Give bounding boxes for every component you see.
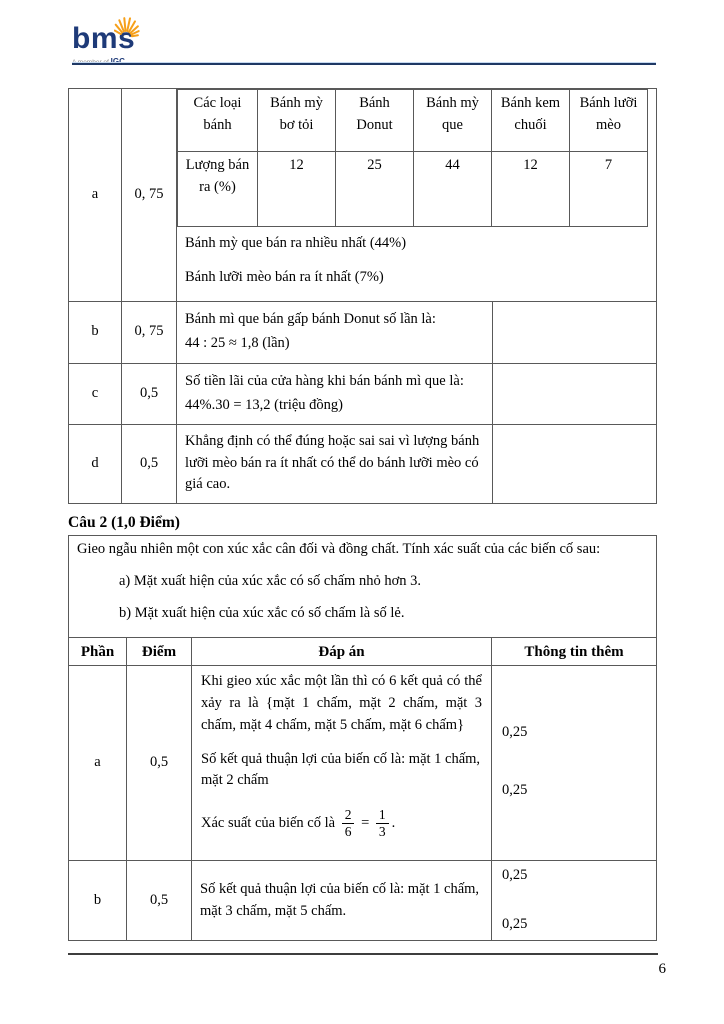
bread-value-cell: 25 [336, 152, 414, 227]
answer-line: Bánh mì que bán gấp bánh Donut số lần là: [185, 311, 436, 328]
bread-sales-table [177, 89, 648, 227]
column-header-extra: Thông tin thêm [492, 638, 657, 666]
part-cell: b [69, 861, 127, 941]
mark-value: 0,25 [502, 782, 528, 798]
answer-paragraph: Số kết quả thuận lợi của biến cố là: mặt 1 chấm, mặt 2 chấm [201, 750, 481, 789]
bread-value-cell: 7 [570, 152, 648, 227]
mark-value: 0,25 [502, 867, 528, 884]
answer-cell-c [177, 363, 493, 424]
table-row [69, 861, 657, 941]
extra-info-cell [493, 301, 657, 363]
points-cell: 0,5 [127, 666, 192, 861]
fraction-2-6: $\frac{2}{6}$ [342, 808, 355, 839]
equals-sign: = [361, 815, 370, 831]
bread-value-cell: 44 [414, 152, 492, 227]
answer-cell-d [177, 424, 493, 503]
bread-header-cell: Bánh lưỡi mèo [570, 90, 648, 152]
table-header-row [69, 638, 657, 666]
bread-header-cell: Bánh kem chuối [492, 90, 570, 152]
page-number: 6 [658, 961, 666, 977]
note-line: Bánh mỳ que bán ra nhiều nhất (44%) [185, 235, 407, 251]
column-header-part: Phần [69, 638, 127, 666]
part-cell: b [69, 301, 122, 363]
marks-list [492, 666, 656, 802]
points-cell: 0,5 [122, 363, 177, 424]
probability-text: Xác suất của biến cố là [201, 815, 336, 831]
answer-cell-b [177, 301, 493, 363]
question2-heading: Câu 2 (1,0 Điểm) [68, 514, 180, 531]
header-rule [72, 62, 656, 65]
answer-line: Số tiền lãi của cửa hàng khi bán bánh mì que là: [185, 372, 464, 389]
answer-paragraph: Số kết quả thuận lợi của biến cố là: mặt 1 chấm, mặt 3 chấm, mặt 5 chấm. [200, 881, 480, 919]
note-line: Bánh lưỡi mèo bán ra ít nhất (7%) [185, 268, 384, 285]
question-item-a: a) Mặt xuất hiện của xúc xắc có số chấm nhỏ hơn 3. [119, 572, 422, 589]
marks-list [492, 861, 656, 935]
answer-notes [177, 227, 656, 289]
bread-header-cell: Bánh mỳ que [414, 90, 492, 152]
question2-table [68, 535, 657, 941]
points-cell: 0, 75 [122, 89, 177, 302]
table-row [69, 89, 657, 302]
question-item-b: b) Mặt xuất hiện của xúc xắc có số chấm là số lẻ. [119, 604, 405, 621]
answer-formula: 44%.30 = 13,2 (triệu đồng) [185, 396, 343, 413]
question2-statement-cell [69, 536, 657, 638]
table-row [69, 424, 657, 503]
part-cell: d [69, 424, 122, 503]
part-cell: a [69, 89, 122, 302]
answer-cell-2b [192, 861, 492, 941]
question1-answer-table [68, 88, 657, 504]
table-row [69, 301, 657, 363]
table-row [69, 666, 657, 861]
bread-header-cell: Bánh mỳ bơ tỏi [258, 90, 336, 152]
points-cell: 0,5 [122, 424, 177, 503]
bread-header-cell: Bánh Donut [336, 90, 414, 152]
bread-row-label: Lượng bán ra (%) [178, 152, 258, 227]
table-row [178, 90, 648, 152]
extra-info-cell [493, 424, 657, 503]
bread-value-cell: 12 [258, 152, 336, 227]
table-row [69, 363, 657, 424]
period: . [391, 815, 396, 831]
column-header-points: Điểm [127, 638, 192, 666]
points-cell: 0, 75 [122, 301, 177, 363]
part-cell: c [69, 363, 122, 424]
answer-paragraph: Khi gieo xúc xắc một lần thì có 6 kết quả có thể xảy ra là {mặt 1 chấm, mặt 2 chấm, mặt 3 chấm, mặt 4 chấm, mặt 5 chấm, mặt 6 chấm} [201, 673, 482, 733]
marks-cell [492, 666, 657, 861]
answer-probability-line [201, 808, 482, 839]
extra-info-cell [493, 363, 657, 424]
table-row [178, 152, 648, 227]
part-cell: a [69, 666, 127, 861]
answer-formula: 44 : 25 ≈ 1,8 (lần) [185, 335, 290, 351]
column-header-answer: Đáp án [192, 638, 492, 666]
answer-cell-a [177, 89, 657, 302]
sun-rays-icon [114, 11, 148, 41]
logo-text: bms [72, 22, 136, 55]
answer-line: Khẳng định có thể đúng hoặc sai sai vì lượng bánh lưỡi mèo bán ra ít nhất có thể do bánh lưỡi mèo có giá cao. [185, 432, 480, 493]
points-cell: 0,5 [127, 861, 192, 941]
marks-cell [492, 861, 657, 941]
header-rule-dark [72, 63, 656, 65]
footer-rule [68, 953, 658, 955]
mark-value: 0,25 [502, 724, 528, 741]
question-intro: Gieo ngẫu nhiên một con xúc xắc cân đối và đồng chất. Tính xác suất của các biến cố sau: [77, 541, 601, 557]
bread-value-cell: 12 [492, 152, 570, 227]
answer-cell-2a [192, 666, 492, 861]
table-row [69, 536, 657, 638]
fraction-1-3: $\frac{1}{3}$ [376, 808, 389, 839]
bread-header-cell: Các loại bánh [178, 90, 258, 152]
mark-value: 0,25 [502, 915, 528, 932]
